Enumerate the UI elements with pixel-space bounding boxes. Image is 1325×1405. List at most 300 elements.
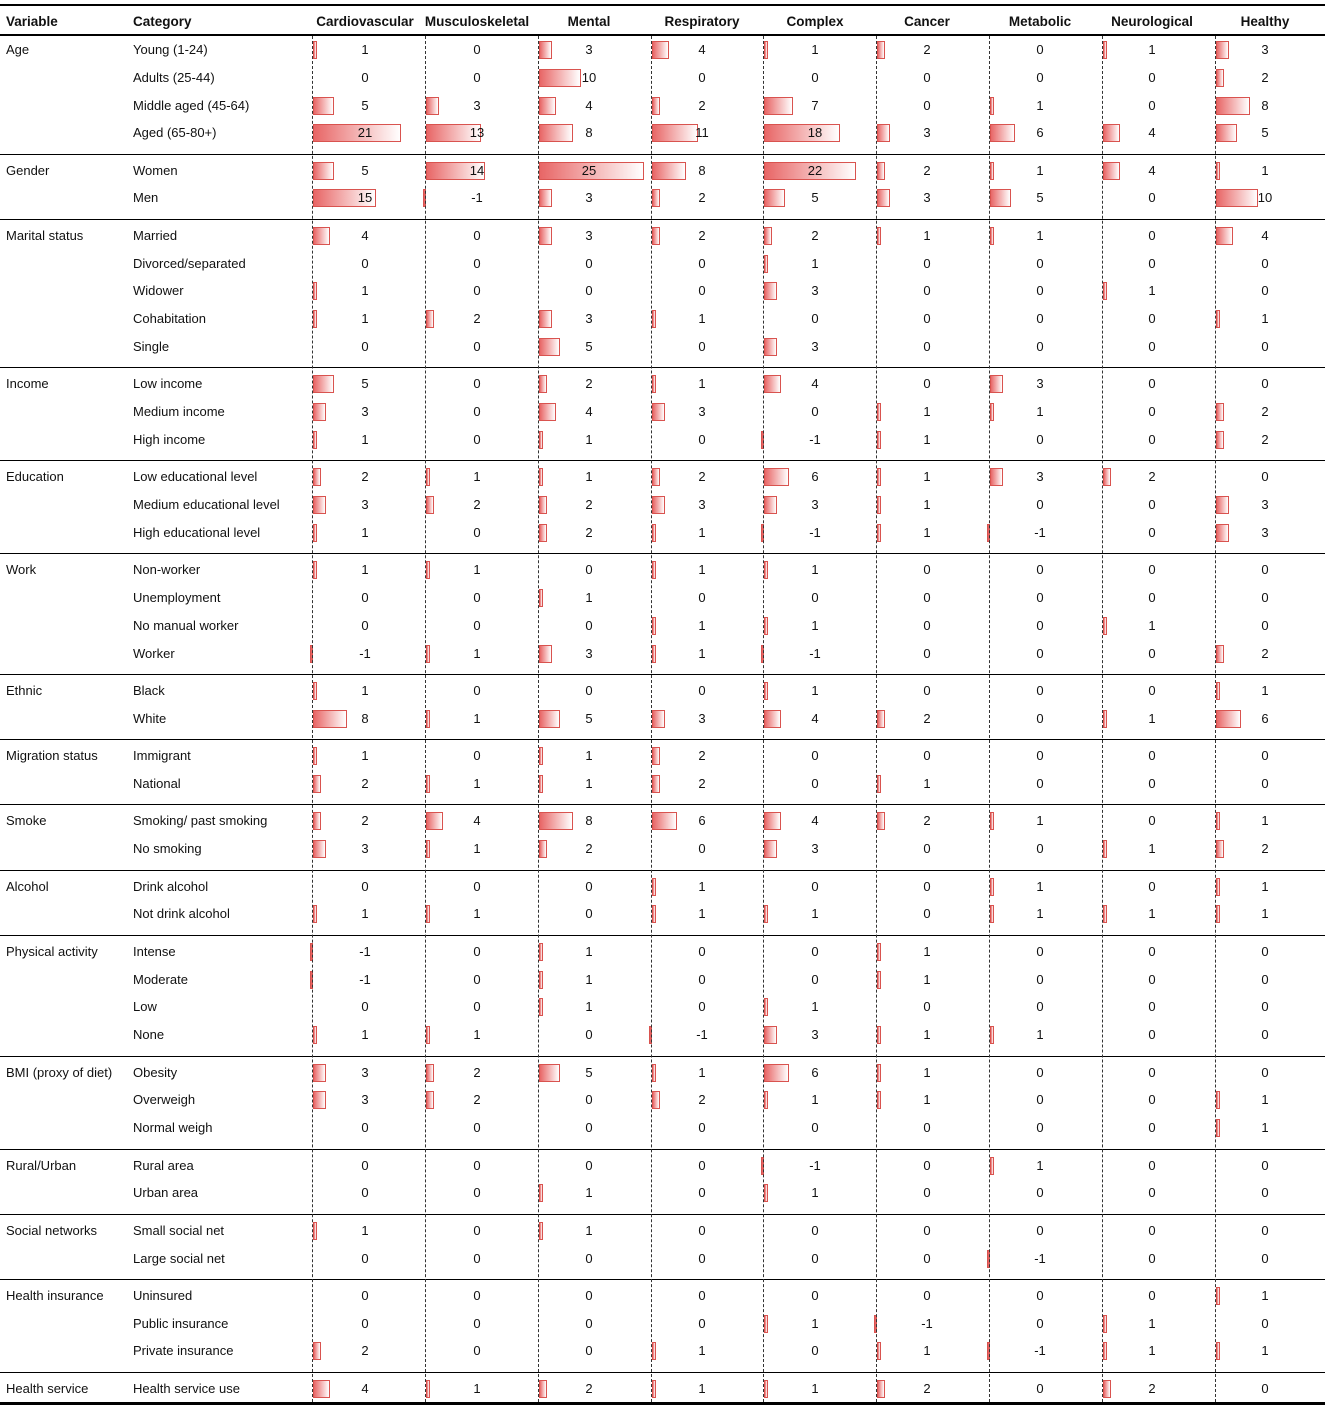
cell-value: 0 [1261,1316,1269,1331]
category-label: Medium income [133,404,225,419]
category-label: Large social net [133,1251,225,1266]
cell-value: 0 [473,944,481,959]
cell-value: 5 [585,711,593,726]
category-label: Unemployment [133,590,221,605]
cell-value: 6 [811,469,819,484]
data-bar [764,1026,777,1044]
data-bar [426,496,434,514]
cell-value: 0 [473,683,481,698]
data-bar [764,682,768,700]
cell-value: 0 [473,972,481,987]
data-bar [652,747,660,765]
data-bar [764,227,772,245]
cell-value: 0 [473,376,481,391]
cell-value: 1 [361,1223,369,1238]
cell-value: 0 [923,999,931,1014]
cell-value: 0 [1148,646,1156,661]
cell-value: 4 [811,376,819,391]
data-bar [539,1064,560,1082]
data-bar [764,1184,768,1202]
cell-value: 25 [581,163,597,178]
variable-label: Health service [6,1381,89,1396]
cell-value: 3 [361,1092,369,1107]
data-bar [539,812,573,830]
category-label: Divorced/separated [133,256,246,271]
group-separator [0,739,1325,740]
cell-value: 2 [585,497,593,512]
cell-value: 0 [361,999,369,1014]
cell-value: 0 [923,879,931,894]
column-header: Neurological [1111,14,1193,29]
cell-value: 4 [1148,163,1156,178]
cell-value: 0 [585,1158,593,1173]
cell-value: -1 [471,190,483,205]
cell-value: 1 [585,776,593,791]
data-bar [877,1342,881,1360]
cell-value: 0 [1261,1381,1269,1396]
category-label: Black [133,683,165,698]
cell-value: 0 [585,906,593,921]
data-bar [313,840,326,858]
cell-value: 3 [1261,42,1269,57]
data-bar [1216,41,1229,59]
cell-value: 0 [1261,562,1269,577]
data-bar [877,468,881,486]
category-label: Women [133,163,178,178]
group-separator [0,1214,1325,1215]
cell-value: 1 [923,404,931,419]
column-header: Mental [567,14,611,29]
group-separator [0,870,1325,871]
cell-value: 0 [923,376,931,391]
data-bar [313,682,317,700]
data-bar [426,905,430,923]
cell-value: 3 [585,42,593,57]
category-label: Normal weigh [133,1120,213,1135]
category-label: Medium educational level [133,497,280,512]
category-label: Public insurance [133,1316,229,1331]
cell-value: 1 [923,1092,931,1107]
cell-value: 0 [1036,999,1044,1014]
cell-value: 1 [361,525,369,540]
category-label: Adults (25-44) [133,70,215,85]
cell-value: 0 [1036,497,1044,512]
cell-value: 0 [698,256,706,271]
cell-value: 1 [698,562,706,577]
cell-value: 0 [698,1120,706,1135]
cell-value: 4 [361,1381,369,1396]
cell-value: 6 [1261,711,1269,726]
cell-value: 0 [1148,1158,1156,1173]
cell-value: 1 [585,748,593,763]
cell-value: 0 [1261,339,1269,354]
cell-value: -1 [809,1158,821,1173]
data-bar [313,561,317,579]
cell-value: 0 [473,1223,481,1238]
cell-value: 0 [923,590,931,605]
cell-value: 0 [1148,311,1156,326]
group-separator [0,1149,1325,1150]
cell-value: 4 [473,813,481,828]
cell-value: 1 [698,879,706,894]
cell-value: 3 [811,497,819,512]
variable-label: Rural/Urban [6,1158,77,1173]
cell-value: 0 [1148,98,1156,113]
cell-value: 4 [811,813,819,828]
data-bar [652,1342,656,1360]
cell-value: 1 [361,683,369,698]
cell-value: 1 [1148,618,1156,633]
data-bar [313,97,334,115]
cell-value: 1 [1036,906,1044,921]
cell-value: 0 [923,283,931,298]
cell-value: 1 [923,1343,931,1358]
cell-value: 3 [361,497,369,512]
data-bar [426,1091,434,1109]
cell-value: 0 [473,618,481,633]
cell-value: 0 [1036,1288,1044,1303]
data-bar [877,1380,885,1398]
cell-value: 0 [698,1185,706,1200]
cell-value: 1 [698,311,706,326]
cell-value: 0 [811,70,819,85]
data-bar [426,310,434,328]
variable-label: BMI (proxy of diet) [6,1065,113,1080]
cell-value: 2 [698,469,706,484]
data-bar [1216,682,1220,700]
column-header: Metabolic [1008,14,1072,29]
group-separator [0,935,1325,936]
cell-value: 0 [361,590,369,605]
cell-value: 1 [1036,98,1044,113]
cell-value: 1 [1036,1027,1044,1042]
cell-value: 0 [698,339,706,354]
cell-value: 2 [698,748,706,763]
cell-value: 0 [1036,1120,1044,1135]
data-bar [652,710,665,728]
data-bar [539,710,560,728]
cell-value: 0 [698,70,706,85]
cell-value: 2 [1148,1381,1156,1396]
cell-value: 5 [361,376,369,391]
cell-value: 1 [698,1065,706,1080]
cell-value: 0 [585,618,593,633]
cell-value: 0 [1261,748,1269,763]
data-bar [990,468,1003,486]
data-bar [539,524,547,542]
cell-value: 0 [585,1251,593,1266]
cell-value: 0 [473,879,481,894]
cell-value: 0 [698,1316,706,1331]
data-bar [764,1091,768,1109]
data-bar [990,1026,994,1044]
variable-label: Smoke [6,813,47,828]
cell-value: 0 [361,1120,369,1135]
cell-value: 0 [923,646,931,661]
data-bar [877,710,885,728]
data-bar [877,227,881,245]
cell-value: 1 [473,776,481,791]
category-label: Immigrant [133,748,191,763]
cell-value: 1 [473,646,481,661]
cell-value: 0 [698,972,706,987]
cell-value: 0 [1036,711,1044,726]
data-bar [1216,812,1220,830]
cell-value: 10 [1257,190,1273,205]
data-bar [313,1380,330,1398]
cell-value: 3 [811,339,819,354]
cell-value: 0 [585,1120,593,1135]
cell-value: 1 [1261,906,1269,921]
data-bar [313,524,317,542]
cell-value: 0 [1036,562,1044,577]
cell-value: 0 [1148,1092,1156,1107]
category-label: Cohabitation [133,311,206,326]
data-bar [764,998,768,1016]
cell-value: -1 [809,525,821,540]
cell-value: 0 [811,944,819,959]
cell-value: 0 [698,432,706,447]
cell-value: 0 [473,339,481,354]
cell-value: 2 [585,1381,593,1396]
cell-value: 4 [1148,125,1156,140]
cell-value: 2 [923,42,931,57]
cell-value: 3 [361,404,369,419]
cell-value: 1 [1261,1120,1269,1135]
category-label: None [133,1027,165,1042]
cell-value: 1 [473,1027,481,1042]
cell-value: 0 [1036,972,1044,987]
variable-label: Income [6,376,49,391]
group-separator [0,674,1325,675]
cell-value: 0 [1036,590,1044,605]
cell-value: 5 [1261,125,1269,140]
cell-value: 1 [1036,228,1044,243]
cell-value: 0 [473,404,481,419]
cell-value: 10 [581,70,597,85]
cell-value: 0 [1148,590,1156,605]
data-bar [877,403,881,421]
cell-value: 0 [1148,228,1156,243]
cell-value: 1 [1036,404,1044,419]
data-bar [1103,617,1107,635]
data-bar [1103,41,1107,59]
data-bar [764,496,777,514]
cell-value: 0 [585,1027,593,1042]
cell-value: 1 [1261,163,1269,178]
cell-value: 5 [361,98,369,113]
cell-value: 1 [811,1381,819,1396]
cell-value: 1 [361,311,369,326]
cell-value: 0 [1148,376,1156,391]
data-bar [877,1026,881,1044]
cell-value: 0 [1036,256,1044,271]
cell-value: 2 [698,228,706,243]
data-bar [652,403,665,421]
cell-value: 3 [698,497,706,512]
data-bar [539,747,543,765]
cell-value: 2 [361,776,369,791]
cell-value: 0 [361,339,369,354]
data-bar [313,1222,317,1240]
cell-value: 14 [469,163,485,178]
category-label: Non-worker [133,562,201,577]
cell-value: 1 [923,525,931,540]
variable-label: Work [6,562,37,577]
data-bar [1216,524,1229,542]
data-bar [313,282,317,300]
cell-value: 4 [361,228,369,243]
cell-value: 0 [1148,944,1156,959]
cell-value: 0 [1148,497,1156,512]
data-bar [1216,431,1224,449]
cell-value: 0 [361,1158,369,1173]
cell-value: 0 [923,906,931,921]
cell-value: 13 [469,125,485,140]
cell-value: 0 [473,1120,481,1135]
data-bar [313,747,317,765]
category-label: Smoking/ past smoking [133,813,268,828]
data-bar [539,310,552,328]
cell-value: 0 [1148,748,1156,763]
data-bar [652,812,677,830]
data-bar [877,971,881,989]
cell-value: 3 [1261,525,1269,540]
cell-value: 0 [1261,469,1269,484]
cell-value: 0 [473,748,481,763]
header-variable: Variable [6,14,58,29]
cell-value: 0 [1261,1185,1269,1200]
cell-value: 0 [923,98,931,113]
category-label: High educational level [133,525,261,540]
cell-value: 1 [585,1223,593,1238]
cell-value: 0 [361,1251,369,1266]
cell-value: 1 [585,1185,593,1200]
data-bar [1103,124,1120,142]
data-bar [313,1091,326,1109]
data-bar [652,227,660,245]
data-bar [539,645,552,663]
data-bar [426,1380,430,1398]
data-bar [313,310,317,328]
data-bar [313,468,321,486]
cell-value: 1 [361,562,369,577]
column-header: Cancer [904,14,950,29]
cell-value: 0 [585,283,593,298]
cell-value: 8 [585,813,593,828]
cell-value: 0 [811,1251,819,1266]
variable-label: Gender [6,163,50,178]
variable-label: Education [6,469,64,484]
cell-value: 0 [473,590,481,605]
cell-value: 0 [698,1288,706,1303]
category-label: Not drink alcohol [133,906,230,921]
cell-value: 1 [811,618,819,633]
cell-value: 0 [1261,999,1269,1014]
cell-value: 0 [923,748,931,763]
cell-value: 0 [1261,1065,1269,1080]
category-label: Rural area [133,1158,194,1173]
cell-value: 0 [1148,1065,1156,1080]
cell-value: 0 [585,879,593,894]
cell-value: 0 [1036,1092,1044,1107]
cell-value: 2 [923,813,931,828]
cell-value: 0 [361,618,369,633]
data-bar [1103,710,1107,728]
category-label: Uninsured [133,1288,193,1303]
data-bar [1103,905,1107,923]
cell-value: 2 [698,776,706,791]
cell-value: 0 [473,1343,481,1358]
cell-value: 0 [1261,618,1269,633]
data-bar [313,227,330,245]
cell-value: 0 [1036,283,1044,298]
cell-value: 1 [1261,813,1269,828]
cell-value: 1 [361,1027,369,1042]
cell-value: 1 [811,906,819,921]
cell-value: 0 [1148,1027,1156,1042]
cell-value: 0 [1036,311,1044,326]
data-bar [1103,1315,1107,1333]
cell-value: -1 [921,1316,933,1331]
category-label: Drink alcohol [133,879,209,894]
cell-value: 1 [473,711,481,726]
data-bar [990,375,1003,393]
data-bar [313,812,321,830]
data-bar [764,1380,768,1398]
data-bar [539,998,543,1016]
cell-value: 0 [473,228,481,243]
data-bar [764,812,781,830]
cell-value: 1 [361,283,369,298]
cell-value: 0 [923,1251,931,1266]
data-bar [539,124,573,142]
column-separator [989,36,990,1402]
cell-value: -1 [359,646,371,661]
cell-value: 0 [1036,1316,1044,1331]
cell-value: 1 [1036,813,1044,828]
data-bar [652,310,656,328]
cell-value: 0 [811,1223,819,1238]
cell-value: 8 [698,163,706,178]
cell-value: 1 [361,906,369,921]
cell-value: -1 [1034,1343,1046,1358]
data-bar [313,775,321,793]
data-bar [1216,1287,1220,1305]
column-separator [538,36,539,1402]
cell-value: 0 [1148,404,1156,419]
category-label: Married [133,228,178,243]
cell-value: 0 [473,1158,481,1173]
category-label: Obesity [133,1065,178,1080]
cell-value: 0 [473,42,481,57]
cell-value: 3 [1261,497,1269,512]
data-bar [877,943,881,961]
cell-value: 5 [1036,190,1044,205]
cell-value: 1 [811,42,819,57]
data-bar [1216,162,1220,180]
group-separator [0,367,1325,368]
group-separator [0,1279,1325,1280]
cell-value: 2 [698,190,706,205]
data-bar [990,227,994,245]
header-rule [0,34,1325,36]
cell-value: 0 [473,256,481,271]
cell-value: 0 [585,562,593,577]
cell-value: 0 [923,683,931,698]
cell-value: 0 [1261,944,1269,959]
cell-value: 0 [1148,190,1156,205]
